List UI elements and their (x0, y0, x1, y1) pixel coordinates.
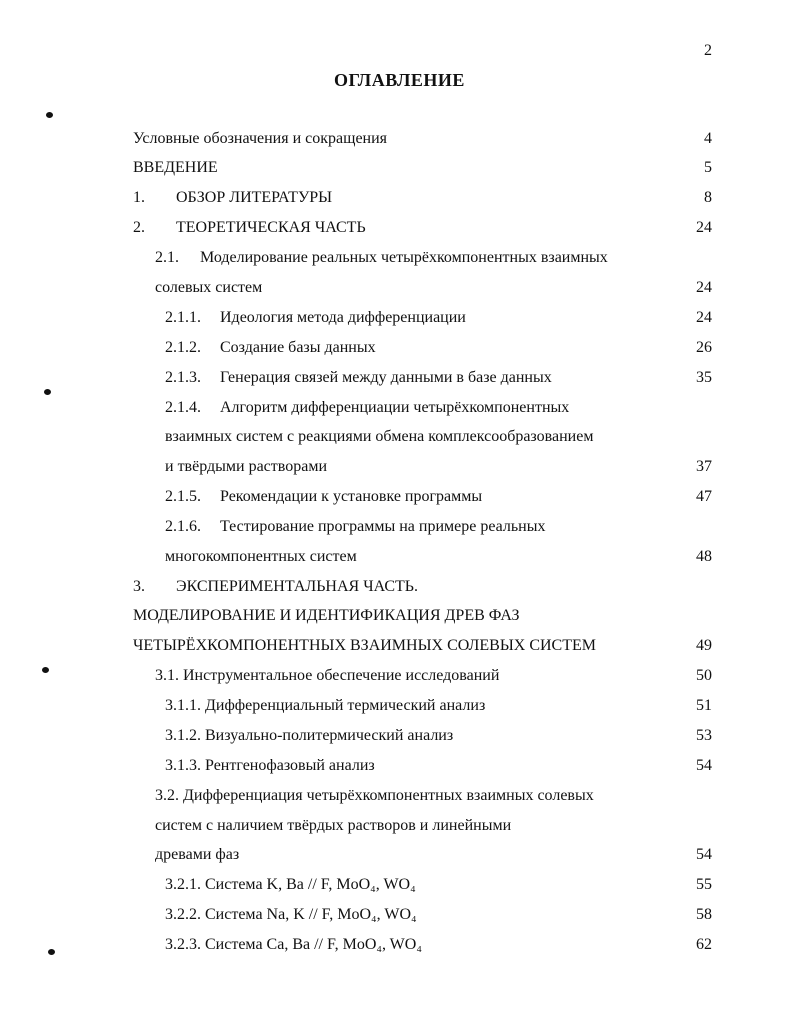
toc-entry-page: 55 (696, 876, 712, 893)
toc-entry-text: систем с наличием твёрдых растворов и линейными (155, 817, 512, 834)
toc-entry-number: 2.1.1. (165, 309, 201, 326)
toc-entry[interactable] (0, 215, 799, 241)
toc-entry-text: и твёрдыми растворами (165, 458, 328, 475)
toc-entry-number: 2. (133, 219, 145, 236)
toc-entry-page: 24 (696, 219, 712, 236)
toc-entry-page: 4 (704, 130, 712, 147)
toc-entry-text: 3.2.3. Система Ca, Ba // F, MoO₄, WO₄ (165, 936, 422, 953)
scan-speck-mark (46, 112, 53, 118)
toc-entry[interactable] (0, 484, 799, 510)
toc-entry-page: 51 (696, 697, 712, 714)
toc-entry[interactable] (0, 155, 799, 181)
toc-entry[interactable] (0, 335, 799, 361)
toc-entry[interactable] (0, 872, 799, 898)
toc-entry-text: 3.2.2. Система Na, K // F, MoO₄, WO₄ (165, 906, 417, 923)
toc-entry-text: древами фаз (155, 846, 240, 863)
toc-entry[interactable] (0, 365, 799, 391)
toc-entry[interactable] (0, 544, 799, 570)
toc-entry-page: 35 (696, 369, 712, 386)
toc-entry-number: 3. (133, 578, 145, 595)
toc-entry[interactable] (0, 305, 799, 331)
toc-entry-page: 5 (704, 159, 712, 176)
toc-entry[interactable] (0, 693, 799, 719)
toc-entry-page: 8 (704, 189, 712, 206)
toc-entry[interactable] (0, 395, 799, 421)
toc-entry-number: 2.1.2. (165, 339, 201, 356)
toc-entry[interactable] (0, 633, 799, 659)
toc-entry-text: 3.1. Инструментальное обеспечение исследований (155, 667, 500, 684)
toc-entry-page: 62 (696, 936, 712, 953)
toc-entry-text: МОДЕЛИРОВАНИЕ И ИДЕНТИФИКАЦИЯ ДРЕВ ФАЗ (133, 607, 520, 624)
toc-entry-text: солевых систем (155, 279, 263, 296)
toc-entry-page: 53 (696, 727, 712, 744)
toc-entry-text: Условные обозначения и сокращения (133, 130, 388, 147)
toc-entry-number: 2.1. (155, 249, 179, 266)
toc-entry[interactable] (0, 185, 799, 211)
toc-entry-page: 37 (696, 458, 712, 475)
toc-entry-number: 2.1.4. (165, 399, 201, 416)
toc-entry[interactable] (0, 663, 799, 689)
toc-entry-text: ТЕОРЕТИЧЕСКАЯ ЧАСТЬ (176, 219, 366, 236)
toc-entry-page: 48 (696, 548, 712, 565)
toc-entry-text: 3.2.1. Система K, Ba // F, MoO₄, WO₄ (165, 876, 416, 893)
toc-entry-text: многокомпонентных систем (165, 548, 357, 565)
toc-entry[interactable] (0, 424, 799, 450)
toc-entry-text: Алгоритм дифференциации четырёхкомпонентных (220, 399, 570, 416)
toc-entry[interactable] (0, 126, 799, 152)
toc-entry[interactable] (0, 275, 799, 301)
toc-entry-page: 24 (696, 309, 712, 326)
toc-entry-text: ВВЕДЕНИЕ (133, 159, 218, 176)
toc-entry[interactable] (0, 842, 799, 868)
toc-entry-page: 58 (696, 906, 712, 923)
toc-entry-page: 26 (696, 339, 712, 356)
toc-entry-text: взаимных систем с реакциями обмена комплексообразованием (165, 428, 594, 445)
toc-entry-text: Рекомендации к установке программы (220, 488, 483, 505)
toc-entry-text: Идеология метода дифференциации (220, 309, 466, 326)
toc-entry-number: 2.1.3. (165, 369, 201, 386)
toc-entry-text: ЭКСПЕРИМЕНТАЛЬНАЯ ЧАСТЬ. (176, 578, 418, 595)
toc-entry-text: 3.1.2. Визуально-политермический анализ (165, 727, 454, 744)
toc-entry[interactable] (0, 454, 799, 480)
toc-entry[interactable] (0, 723, 799, 749)
toc-entry-page: 47 (696, 488, 712, 505)
toc-entry-text: Тестирование программы на примере реальных (220, 518, 546, 535)
toc-entry[interactable] (0, 783, 799, 809)
toc-entry[interactable] (0, 932, 799, 958)
toc-entry-text: Создание базы данных (220, 339, 376, 356)
toc-entry-page: 54 (696, 846, 712, 863)
page-number: 2 (704, 42, 712, 59)
toc-entry-text: 3.2. Дифференциация четырёхкомпонентных взаимных солевых (155, 787, 594, 804)
toc-entry-text: 3.1.1. Дифференциальный термический анализ (165, 697, 486, 714)
toc-entry-number: 1. (133, 189, 145, 206)
toc-entry[interactable] (0, 753, 799, 779)
toc-entry-text: 3.1.3. Рентгенофазовый анализ (165, 757, 375, 774)
toc-entry[interactable] (0, 813, 799, 839)
toc-entry[interactable] (0, 902, 799, 928)
toc-entry-page: 24 (696, 279, 712, 296)
toc-entry-text: ЧЕТЫРЁХКОМПОНЕНТНЫХ ВЗАИМНЫХ СОЛЕВЫХ СИСТЕМ (133, 637, 596, 654)
toc-entry[interactable] (0, 245, 799, 271)
toc-entry[interactable] (0, 574, 799, 600)
toc-entry-page: 50 (696, 667, 712, 684)
toc-entry-number: 2.1.6. (165, 518, 201, 535)
toc-entry-page: 49 (696, 637, 712, 654)
toc-entry-page: 54 (696, 757, 712, 774)
toc-entry-text: ОБЗОР ЛИТЕРАТУРЫ (176, 189, 333, 206)
toc-entry[interactable] (0, 603, 799, 629)
toc-entry[interactable] (0, 514, 799, 540)
toc-entry-text: Моделирование реальных четырёхкомпонентных взаимных (200, 249, 608, 266)
toc-entry-number: 2.1.5. (165, 488, 201, 505)
page-title: ОГЛАВЛЕНИЕ (334, 70, 465, 90)
toc-entry-text: Генерация связей между данными в базе данных (220, 369, 552, 386)
